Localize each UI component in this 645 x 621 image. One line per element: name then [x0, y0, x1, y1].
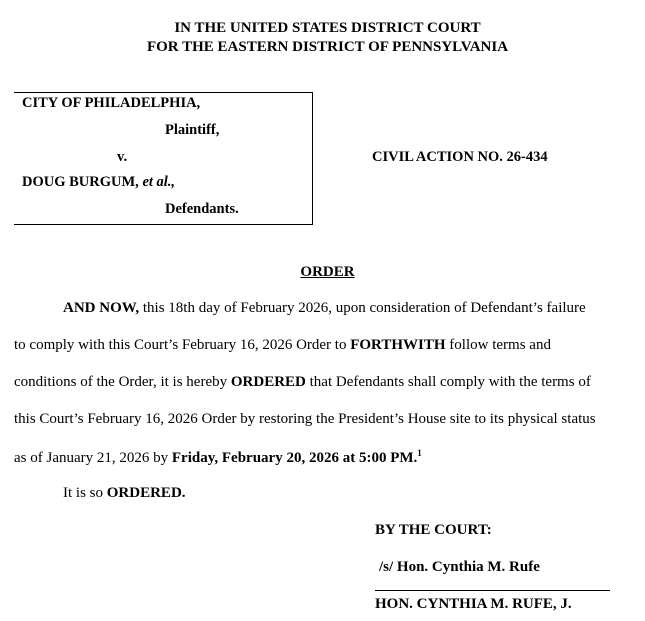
defendant-etal: et al.,: [142, 174, 176, 190]
judge-name: HON. CYNTHIA M. RUFE, J.: [375, 596, 572, 612]
ordered-phrase: ORDERED: [230, 374, 306, 390]
closing-line: It is so ORDERED.: [63, 485, 186, 501]
electronic-signature: /s/ Hon. Cynthia M. Rufe: [379, 559, 540, 575]
plaintiff-role: Plaintiff,: [165, 122, 220, 138]
order-paragraph-line-1: AND NOW, this 18th day of February 2026, upon consideration of Defendant’s failure: [63, 300, 586, 316]
civil-action-number: CIVIL ACTION NO. 26-434: [372, 149, 548, 165]
and-now-phrase: AND NOW,: [63, 300, 140, 316]
court-name-line-2: FOR THE EASTERN DISTRICT OF PENNSYLVANIA: [146, 39, 509, 55]
deadline-phrase: Friday, February 20, 2026 at 5:00 PM.: [171, 450, 418, 466]
versus: v.: [117, 149, 128, 165]
defendant-line: [22, 173, 175, 191]
order-title: ORDER: [300, 264, 355, 280]
order-paragraph-line-2: to comply with this Court’s February 16, 2026 Order to FORTHWITH follow terms and: [14, 337, 551, 353]
plaintiff-name: CITY OF PHILADELPHIA,: [22, 95, 201, 111]
footnote-marker[interactable]: 1: [417, 448, 422, 458]
defendant-role: Defendants.: [165, 201, 239, 217]
by-the-court: BY THE COURT:: [375, 522, 492, 538]
signature-line: [375, 590, 610, 591]
order-paragraph-line-4: this Court’s February 16, 2026 Order by restoring the President’s House site to its physical status: [14, 411, 596, 427]
defendant-name: DOUG BURGUM,: [22, 174, 139, 190]
forthwith-phrase: FORTHWITH: [350, 337, 446, 353]
court-name-line-1: IN THE UNITED STATES DISTRICT COURT: [174, 20, 481, 36]
ordered-closing: ORDERED.: [106, 485, 186, 501]
order-paragraph-line-5: as of January 21, 2026 by Friday, February 20, 2026 at 5:00 PM.$^1$: [14, 448, 422, 466]
order-paragraph-line-3: conditions of the Order, it is hereby ORDERED that Defendants shall comply with the terms of: [14, 374, 591, 390]
